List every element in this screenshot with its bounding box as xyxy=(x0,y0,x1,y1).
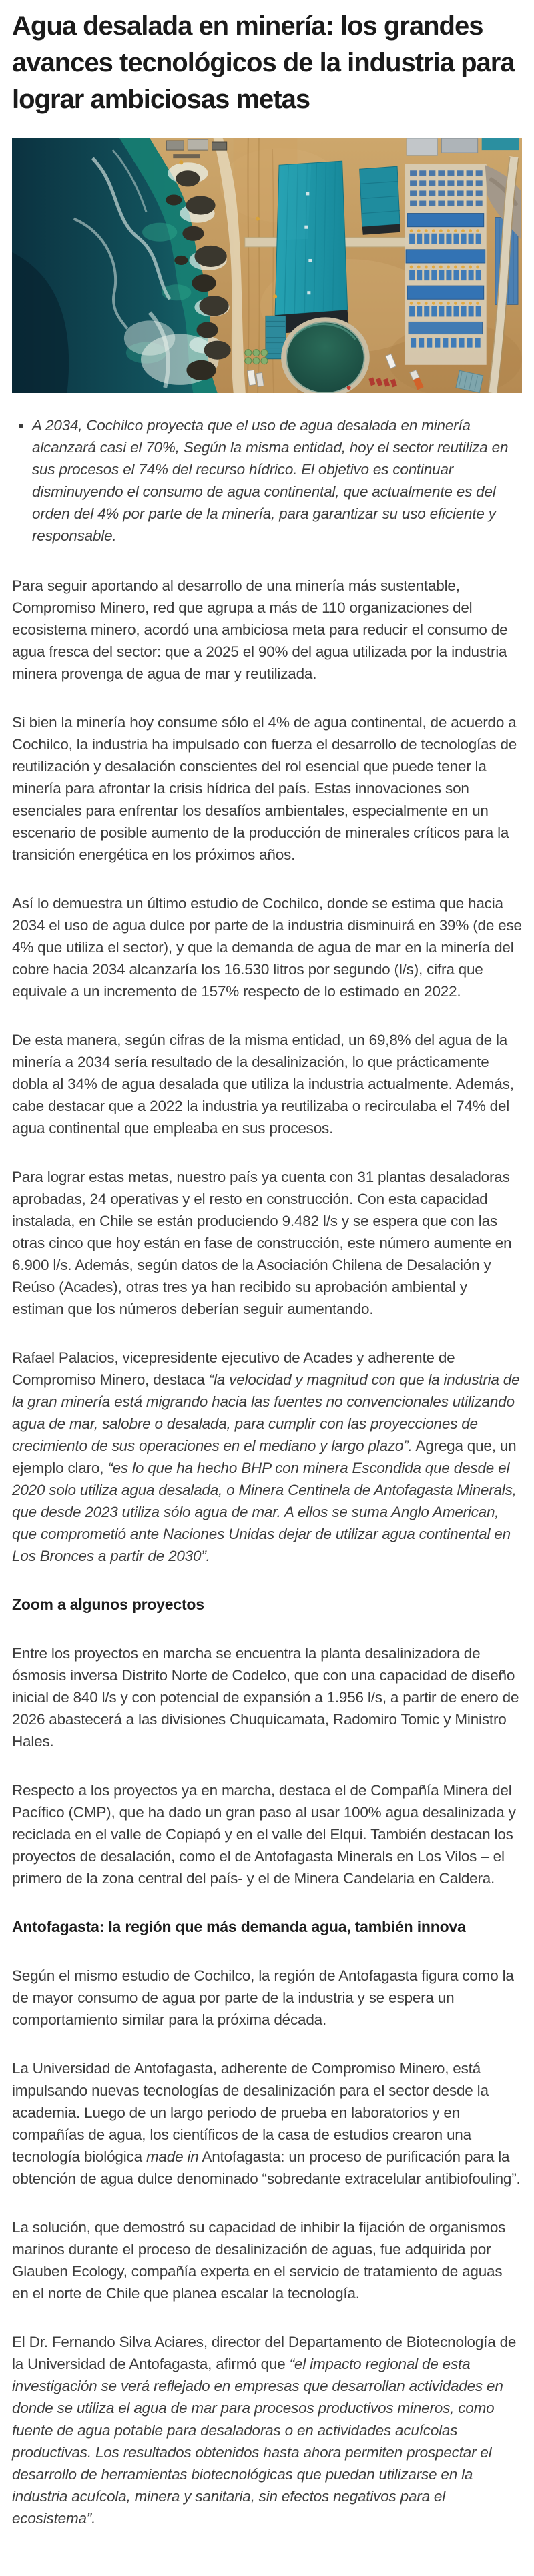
body-text: Para lograr estas metas, nuestro país ya cuenta con 31 plantas desaladoras aprobadas, 24 operativas y el resto en construcción. Con esta capacidad instalada, en Chile se están produciendo 9.482 l/s y se espera que con las otras cinco que hoy están en fase de construcción, este número aumente en 6.900 l/s. Además, según datos de la Asociación Chilena de Desalación y Reúso (Acades), otras tres ya han recibido su aprobación ambiental y estiman que los números deberían seguir aumentando. xyxy=(12,1169,512,1317)
body-text: Para seguir aportando al desarrollo de una minería más sustentable, Compromiso Minero, red que agrupa a más de 110 organizaciones del ecosistema minero, acordó una ambiciosa meta para reducir el consumo de agua fresca del sector: que a 2025 el 90% del agua utilizada por la industria minera provenga de agua de mar y reutilizada. xyxy=(12,577,508,682)
quote-text: “es lo que ha hecho BHP con minera Escondida que desde el 2020 solo utiliza agua desalada, o Minera Centinela de Antofagasta Minerals, que desde 2023 utiliza sólo agua de mar. A ellos se suma Anglo American, que comprometió ante Naciones Unidas dejar de utilizar agua continental en Los Bronces a partir de 2030”. xyxy=(12,1460,517,1564)
article-body xyxy=(12,575,522,2529)
quote-text: “la velocidad y magnitud con que la industria de la gran minería está migrando hacia las fuentes no convencionales utilizando agua de mar, salobre o desalada, para cumplir con las proyecciones de crecimiento de sus operaciones en el mediano y largo plazo”. xyxy=(12,1371,520,1454)
body-text: Agrega que, un ejemplo claro, xyxy=(12,1437,517,1476)
body-text: De esta manera, según cifras de la misma entidad, un 69,8% del agua de la minería a 2034 sería resultado de la desalinización, lo que prácticamente dobla al 34% de agua desalada que utiliza la industria actualmente. Además, cabe destacar que a 2022 la industria ya reutilizaba o recirculaba el 74% del agua continental que empleaba en sus procesos. xyxy=(12,1032,514,1137)
body-text: Según el mismo estudio de Cochilco, la región de Antofagasta figura como la de mayor consumo de agua por parte de la industria y se espera un comportamiento similar para la próxima década. xyxy=(12,1967,514,2028)
quote-text: made in xyxy=(146,2148,199,2165)
body-text: Antofagasta: un proceso de purificación para la obtención de agua dulce denominado “sobredante extracelular antibiofouling”. xyxy=(12,2148,521,2187)
paragraph xyxy=(12,892,522,1002)
paragraph xyxy=(12,2331,522,2529)
paragraph xyxy=(12,1779,522,1889)
body-text: El Dr. Fernando Silva Aciares, director del Departamento de Biotecnología de la Universidad de Antofagasta, afirmó que xyxy=(12,2334,517,2372)
lead-summary-text: A 2034, Cochilco proyecta que el uso de agua desalada en minería alcanzará casi el 70%, Según la misma entidad, hoy el sector reutiliza en sus procesos el 74% del recurso hídrico. El objetivo es continuar disminuyendo el consumo de agua continental, que actualmente es del orden del 4% por parte de la minería, para garantizar su uso eficiente y responsable. xyxy=(32,417,509,544)
body-text: La Universidad de Antofagasta, adherente de Compromiso Minero, está impulsando nuevas tecnologías de desalinización para el sector desde la academia. Luego de un largo periodo de prueba en laboratorios y en compañías de agua, los científicos de la casa de estudios crearon una tecnología biológica xyxy=(12,2060,489,2165)
paragraph xyxy=(12,2057,522,2190)
article-title: Agua desalada en minería: los grandes avances tecnológicos de la industria para lograr ambiciosas metas xyxy=(12,11,515,114)
body-text: Respecto a los proyectos ya en marcha, destaca el de Compañía Minera del Pacífico (CMP), que ha dado un gran paso al usar 100% agua desalinizada y reciclada en el valle de Copiapó y en el valle del Elqui. También destacan los proyectos de desalación, como el de Antofagasta Minerals en Los Vilos – el primero de la zona central del país- y el de Minera Candelaria en Caldera. xyxy=(12,1782,516,1887)
paragraph xyxy=(12,711,522,866)
body-text: Si bien la minería hoy consume sólo el 4% de agua continental, de acuerdo a Cochilco, la industria ha impulsado con fuerza el desarrollo de tecnologías de reutilización y desalación conscientes del rol esencial que puede tener la minería para afrontar la crisis hídrica del país. Estas innovaciones son esenciales para enfrentar los desafíos ambientales, especialmente en un escenario de posible aumento de la producción de minerales críticos para la transición energética en los próximos años. xyxy=(12,714,517,863)
quote-text: “el impacto regional de esta investigación se verá reflejado en empresas que desarrollan actividades en donde se utiliza el agua de mar para procesos productivos mineros, como fuente de agua potable para desaladoras o en actividades acuícolas productivas. Los resultados obtenidos hasta ahora permiten prospectar el desarrollo de herramientas biotecnológicas que puedan utilizarse en la industria acuícola, minera y sanitaria, sin efectos negativos para el ecosistema”. xyxy=(12,2356,503,2527)
paragraph xyxy=(12,1029,522,1139)
desalination-plant-aerial-photo xyxy=(12,138,522,393)
paragraph xyxy=(12,1347,522,1567)
body-text: Entre los proyectos en marcha se encuentra la planta desalinizadora de ósmosis inversa Distrito Norte de Codelco, que con una capacidad de diseño inicial de 840 l/s y con potencial de expansión a 1.956 l/s, a partir de enero de 2026 abastecerá a las divisiones Chuquicamata, Radomiro Tomic y Ministro Hales. xyxy=(12,1645,519,1750)
paragraph xyxy=(12,1166,522,1320)
paragraph xyxy=(12,2216,522,2304)
section-heading: Antofagasta: la región que más demanda agua, también innova xyxy=(12,1918,466,1935)
hero-photo xyxy=(12,138,522,393)
paragraph xyxy=(12,1642,522,1752)
body-text: Rafael Palacios, vicepresidente ejecutivo de Acades y adherente de Compromiso Minero, destaca xyxy=(12,1349,455,1388)
lead-summary xyxy=(12,414,522,547)
lead-summary-item xyxy=(32,414,522,547)
paragraph xyxy=(12,575,522,685)
paragraph xyxy=(12,1965,522,2031)
section-heading: Zoom a algunos proyectos xyxy=(12,1596,204,1613)
body-text: La solución, que demostró su capacidad de inhibir la fijación de organismos marinos durante el proceso de desalinización de aguas, fue adquirida por Glauben Ecology, compañía experta en el servicio de tratamiento de aguas en el norte de Chile que planea escalar la tecnología. xyxy=(12,2219,506,2302)
body-text: Así lo demuestra un último estudio de Cochilco, donde se estima que hacia 2034 el uso de agua dulce por parte de la industria disminuirá en 39% (de ese 4% que utiliza el sector), y que la demanda de agua de mar en la minería del cobre hacia 2034 alcanzaría los 16.530 litros por segundo (l/s), cifra que equivale a un incremento de 157% respecto de lo estimado en 2022. xyxy=(12,895,522,1000)
